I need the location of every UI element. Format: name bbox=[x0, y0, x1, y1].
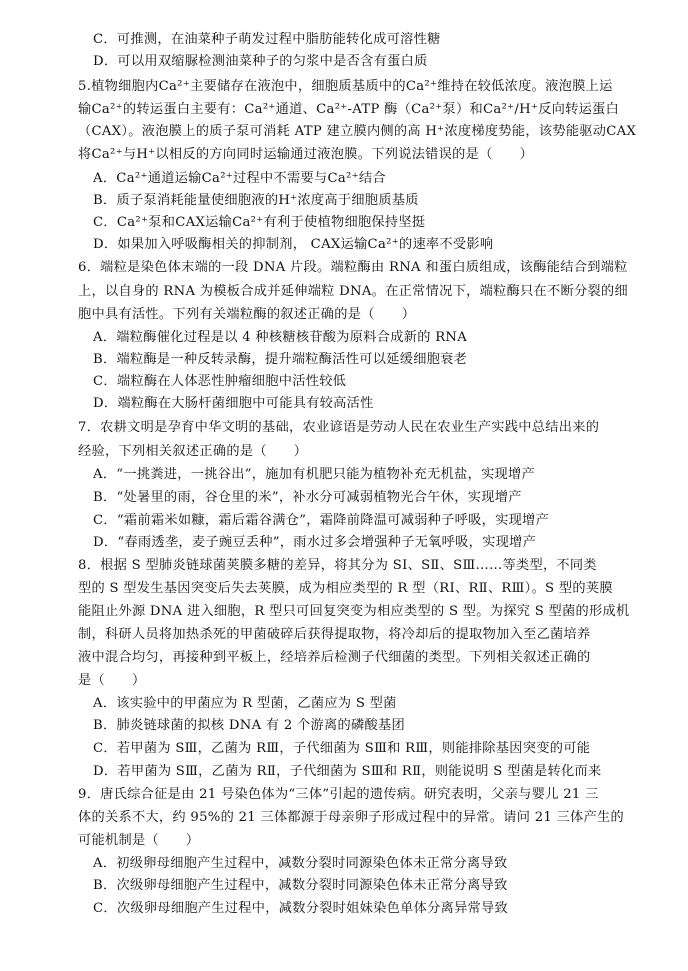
q6-option-a: A．端粒酶催化过程是以 4 种核糖核苷酸为原料合成新的 RNA bbox=[93, 330, 468, 345]
q5-option-c: C．Ca²⁺泵和CAX运输Ca²⁺有利于使植物细胞保持坚挺 bbox=[93, 215, 426, 230]
q9-stem-line-3: 可能机制是（ ） bbox=[78, 833, 200, 848]
q8-stem-line-6: 是（ ） bbox=[78, 673, 146, 688]
q6-option-b: B．端粒酶是一种反转录酶，提升端粒酶活性可以延缓细胞衰老 bbox=[93, 352, 468, 367]
q7-stem-line-1: 7．农耕文明是孕育中华文明的基础，农业谚语是劳动人民在农业生产实践中总结出来的 bbox=[78, 420, 600, 435]
q5-stem-line-1: 5.植物细胞内Ca²⁺主要储存在液泡中，细胞质基质中的Ca²⁺维持在较低浓度。液泡膜上运 bbox=[78, 79, 613, 94]
q7-option-a: A．“一挑粪进，一挑谷出”，施加有机肥只能为植物补充无机盐，实现增产 bbox=[93, 467, 536, 482]
q8-stem-line-3: 能阻止外源 DNA 进入细胞，R 型只可回复突变为相应类型的 S 型。为探究 S 型菌的形成机 bbox=[78, 604, 630, 619]
q5-stem-line-2: 输Ca²⁺的转运蛋白主要有：Ca²⁺通道、Ca²⁺-ATP 酶（Ca²⁺泵）和Ca²⁺/H⁺反向转运蛋白 bbox=[78, 102, 620, 117]
q8-option-d: D．若甲菌为 SⅢ，乙菌为 RⅡ，子代细菌为 SⅢ和 RⅡ，则能说明 S 型菌是转化而来 bbox=[93, 764, 602, 779]
q5-option-a: A．Ca²⁺通道运输Ca²⁺过程中不需要与Ca²⁺结合 bbox=[93, 171, 386, 186]
q4-option-d: D．可以用双缩脲检测油菜种子的匀浆中是否含有蛋白质 bbox=[93, 54, 428, 69]
q6-stem-line-3: 胞中具有活性。下列有关端粒酶的叙述正确的是（ ） bbox=[78, 307, 416, 322]
q7-option-d: D．“春雨透垄，麦子豌豆丢种”，雨水过多会增强种子无氧呼吸，实现增产 bbox=[93, 535, 537, 550]
q7-option-b: B．“处暑里的雨，谷仓里的米”，补水分可减弱植物光合午休，实现增产 bbox=[93, 490, 522, 505]
q8-stem-line-5: 液中混合均匀，再接种到平板上，经培养后检测子代细菌的类型。下列相关叙述正确的 bbox=[78, 650, 591, 665]
q8-stem-line-1: 8．根据 S 型肺炎链球菌荚膜多糖的差异，将其分为 SⅠ、SⅡ、SⅢ……等类型，不同类 bbox=[78, 558, 597, 573]
q5-option-d: D．如果加入呼吸酶相关的抑制剂， CAX运输Ca²⁺的速率不受影响 bbox=[93, 237, 494, 252]
q4-option-c: C．可推测，在油菜种子萌发过程中脂肪能转化成可溶性糖 bbox=[93, 32, 441, 47]
q8-option-b: B．肺炎链球菌的拟核 DNA 有 2 个游离的磷酸基团 bbox=[93, 718, 405, 733]
q5-stem-line-3: （CAX）。液泡膜上的质子泵可消耗 ATP 建立膜内侧的高 H⁺浓度梯度势能，该势能驱动CAX bbox=[78, 124, 637, 139]
q7-stem-line-2: 经验，下列相关叙述正确的是（ ） bbox=[78, 444, 308, 459]
q9-stem-line-2: 体的关系不大，约 95%的 21 三体都源于母亲卵子形成过程中的异常。请问 21 三体产生的 bbox=[78, 810, 625, 825]
q5-option-b: B．质子泵消耗能量使细胞液的H⁺浓度高于细胞质基质 bbox=[93, 193, 419, 208]
q9-stem-line-1: 9．唐氏综合征是由 21 号染色体为“三体”引起的遗传病。研究表明，父亲与婴儿 21 三 bbox=[78, 787, 599, 802]
q9-option-a: A．初级卵母细胞产生过程中，减数分裂时同源染色体未正常分离导致 bbox=[93, 856, 508, 871]
q8-stem-line-4: 制，科研人员将加热杀死的甲菌破碎后获得提取物，将冷却后的提取物加入至乙菌培养 bbox=[78, 627, 591, 642]
q9-option-b: B．次级卵母细胞产生过程中，减数分裂时同源染色体未正常分离导致 bbox=[93, 878, 508, 893]
q5-stem-line-4: 将Ca²⁺与H⁺以相反的方向同时运输通过液泡膜。下列说法错误的是（ ） bbox=[78, 147, 534, 162]
q6-stem-line-1: 6．端粒是染色体末端的一段 DNA 片段。端粒酶由 RNA 和蛋白质组成，该酶能结合到端粒 bbox=[78, 260, 628, 275]
q7-option-c: C．“霜前霜米如糠，霜后霜谷满仓”，霜降前降温可减弱种子呼吸，实现增产 bbox=[93, 513, 550, 528]
q6-stem-line-2: 上，以自身的 RNA 为模板合成并延伸端粒 DNA。在正常情况下，端粒酶只在不断分裂的细 bbox=[78, 284, 628, 299]
q6-option-d: D．端粒酶在大肠杆菌细胞中可能具有较高活性 bbox=[93, 396, 374, 411]
q8-stem-line-2: 型的 S 型发生基因突变后失去荚膜，成为相应类型的 R 型（RⅠ、RⅡ、RⅢ）。S 型的荚膜 bbox=[78, 581, 613, 596]
q6-option-c: C．端粒酶在人体恶性肿瘤细胞中活性较低 bbox=[93, 374, 347, 389]
q8-option-c: C．若甲菌为 SⅢ，乙菌为 RⅢ，子代细菌为 SⅢ和 RⅢ，则能排除基因突变的可能 bbox=[93, 741, 591, 756]
q8-option-a: A．该实验中的甲菌应为 R 型菌，乙菌应为 S 型菌 bbox=[93, 696, 397, 711]
q9-option-c: C．次级卵母细胞产生过程中，减数分裂时姐妹染色单体分离异常导致 bbox=[93, 901, 509, 916]
